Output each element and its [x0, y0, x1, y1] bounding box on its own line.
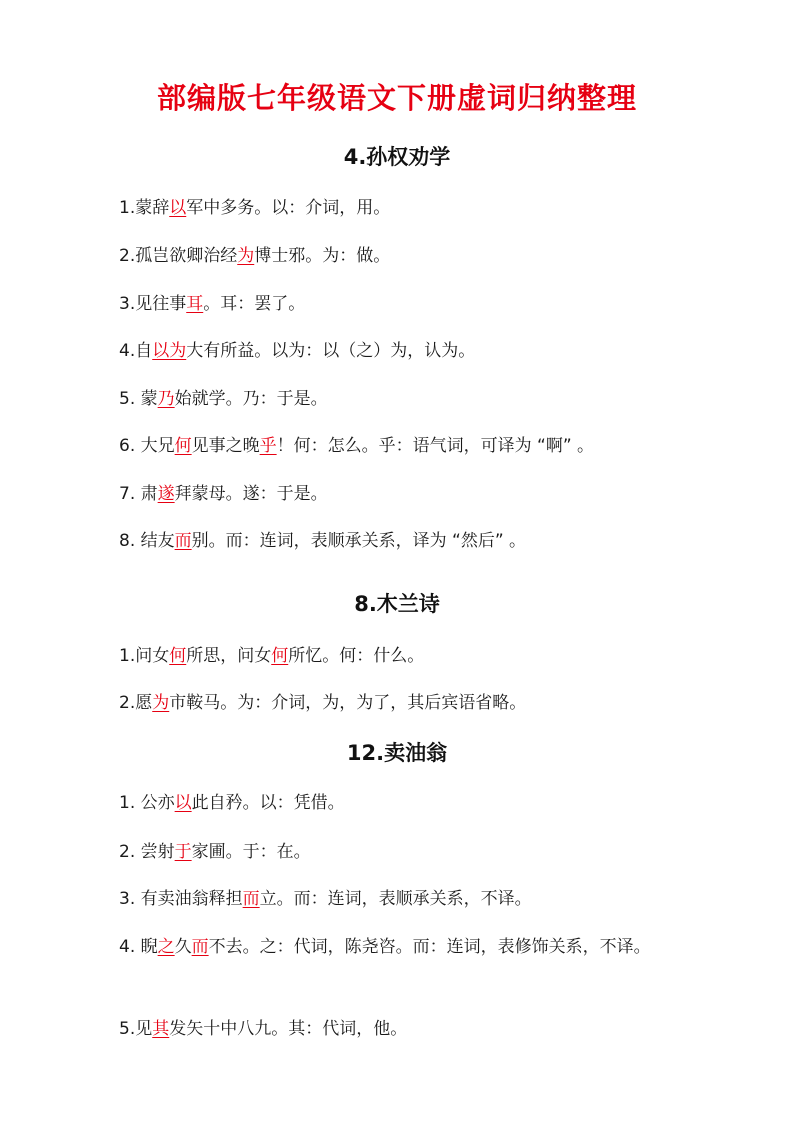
- item-text: 立。而：连词，表顺承关系，不译。: [259, 889, 532, 909]
- list-item: [119, 1013, 704, 1045]
- highlighted-function-word: 耳: [186, 294, 204, 314]
- section-heading: 12.卖油翁: [346, 741, 448, 765]
- item-text: 此自矜。以：凭借。: [191, 793, 345, 813]
- highlighted-function-word: 何: [271, 646, 289, 666]
- item-text: 别。而：连词，表顺承关系，译为 “然后” 。: [191, 531, 527, 551]
- list-item: [119, 335, 704, 367]
- list-item: [119, 687, 704, 719]
- item-text: 久: [174, 937, 192, 957]
- highlighted-function-word: 何: [174, 436, 192, 456]
- highlighted-function-word: 何: [169, 646, 187, 666]
- list-item: [119, 836, 704, 868]
- highlighted-function-word: 以为: [152, 341, 187, 361]
- section-heading: 8.木兰诗: [354, 592, 440, 616]
- item-text: 2.孤岂欲卿治经: [119, 246, 238, 266]
- document-title: 部编版七年级语文下册虚词归纳整理: [156, 81, 637, 115]
- item-text: 4.自: [119, 341, 153, 361]
- item-text: 5.见: [119, 1019, 153, 1039]
- item-text: 所思，问女: [186, 646, 272, 666]
- item-text: 见事之晚: [191, 436, 260, 456]
- item-text: 始就学。乃：于是。: [174, 389, 328, 409]
- item-text: 2.愿: [119, 693, 153, 713]
- list-item: [119, 525, 704, 557]
- highlighted-function-word: 以: [169, 198, 187, 218]
- section-heading: 4.孙权劝学: [343, 145, 451, 169]
- item-text: 1.蒙辞: [119, 198, 170, 218]
- highlighted-function-word: 而: [242, 889, 260, 909]
- list-item: [119, 288, 704, 320]
- highlighted-function-word: 而: [174, 531, 192, 551]
- item-text: 8. 结友: [119, 531, 175, 551]
- item-text: 6. 大兄: [119, 436, 175, 456]
- item-text: 不去。之：代词，陈尧咨。而：连词，表修饰关系，不译。: [208, 937, 651, 957]
- highlighted-function-word: 以: [174, 793, 192, 813]
- highlighted-function-word: 乃: [157, 389, 175, 409]
- list-item: [119, 430, 704, 462]
- item-text: 发矢十中八九。其：代词，他。: [169, 1019, 408, 1039]
- item-text: 4. 睨: [119, 937, 158, 957]
- list-item: [119, 787, 704, 819]
- highlighted-function-word: 于: [174, 842, 192, 862]
- item-text: 所忆。何：什么。: [288, 646, 425, 666]
- highlighted-function-word: 而: [191, 937, 209, 957]
- highlighted-function-word: 为: [237, 246, 255, 266]
- highlighted-function-word: 其: [152, 1019, 170, 1039]
- item-text: 3. 有卖油翁释担: [119, 889, 243, 909]
- item-text: 军中多务。以：介词，用。: [186, 198, 391, 218]
- item-text: 博士邪。为：做。: [254, 246, 391, 266]
- highlighted-function-word: 乎: [259, 436, 277, 456]
- highlighted-function-word: 遂: [157, 484, 175, 504]
- list-item: [119, 478, 704, 510]
- list-item: [119, 192, 704, 224]
- highlighted-function-word: 为: [152, 693, 170, 713]
- item-text: 拜蒙母。遂：于是。: [174, 484, 328, 504]
- item-text: 市鞍马。为：介词，为，为了，其后宾语省略。: [169, 693, 527, 713]
- item-text: 大有所益。以为：以（之）为，认为。: [186, 341, 476, 361]
- item-text: 1.问女: [119, 646, 170, 666]
- highlighted-function-word: 之: [157, 937, 175, 957]
- item-text: 家圃。于：在。: [191, 842, 311, 862]
- item-text: 。耳：罢了。: [203, 294, 306, 314]
- item-text: 7. 肃: [119, 484, 158, 504]
- item-text: ！何：怎么。乎：语气词，可译为 “啊” 。: [276, 436, 595, 456]
- item-text: 2. 尝射: [119, 842, 175, 862]
- item-text: 1. 公亦: [119, 793, 175, 813]
- list-item: [119, 931, 704, 963]
- list-item: [119, 240, 704, 272]
- list-item: [119, 640, 704, 672]
- list-item: [119, 383, 704, 415]
- item-text: 5. 蒙: [119, 389, 158, 409]
- item-text: 3.见往事: [119, 294, 187, 314]
- list-item: [119, 883, 704, 915]
